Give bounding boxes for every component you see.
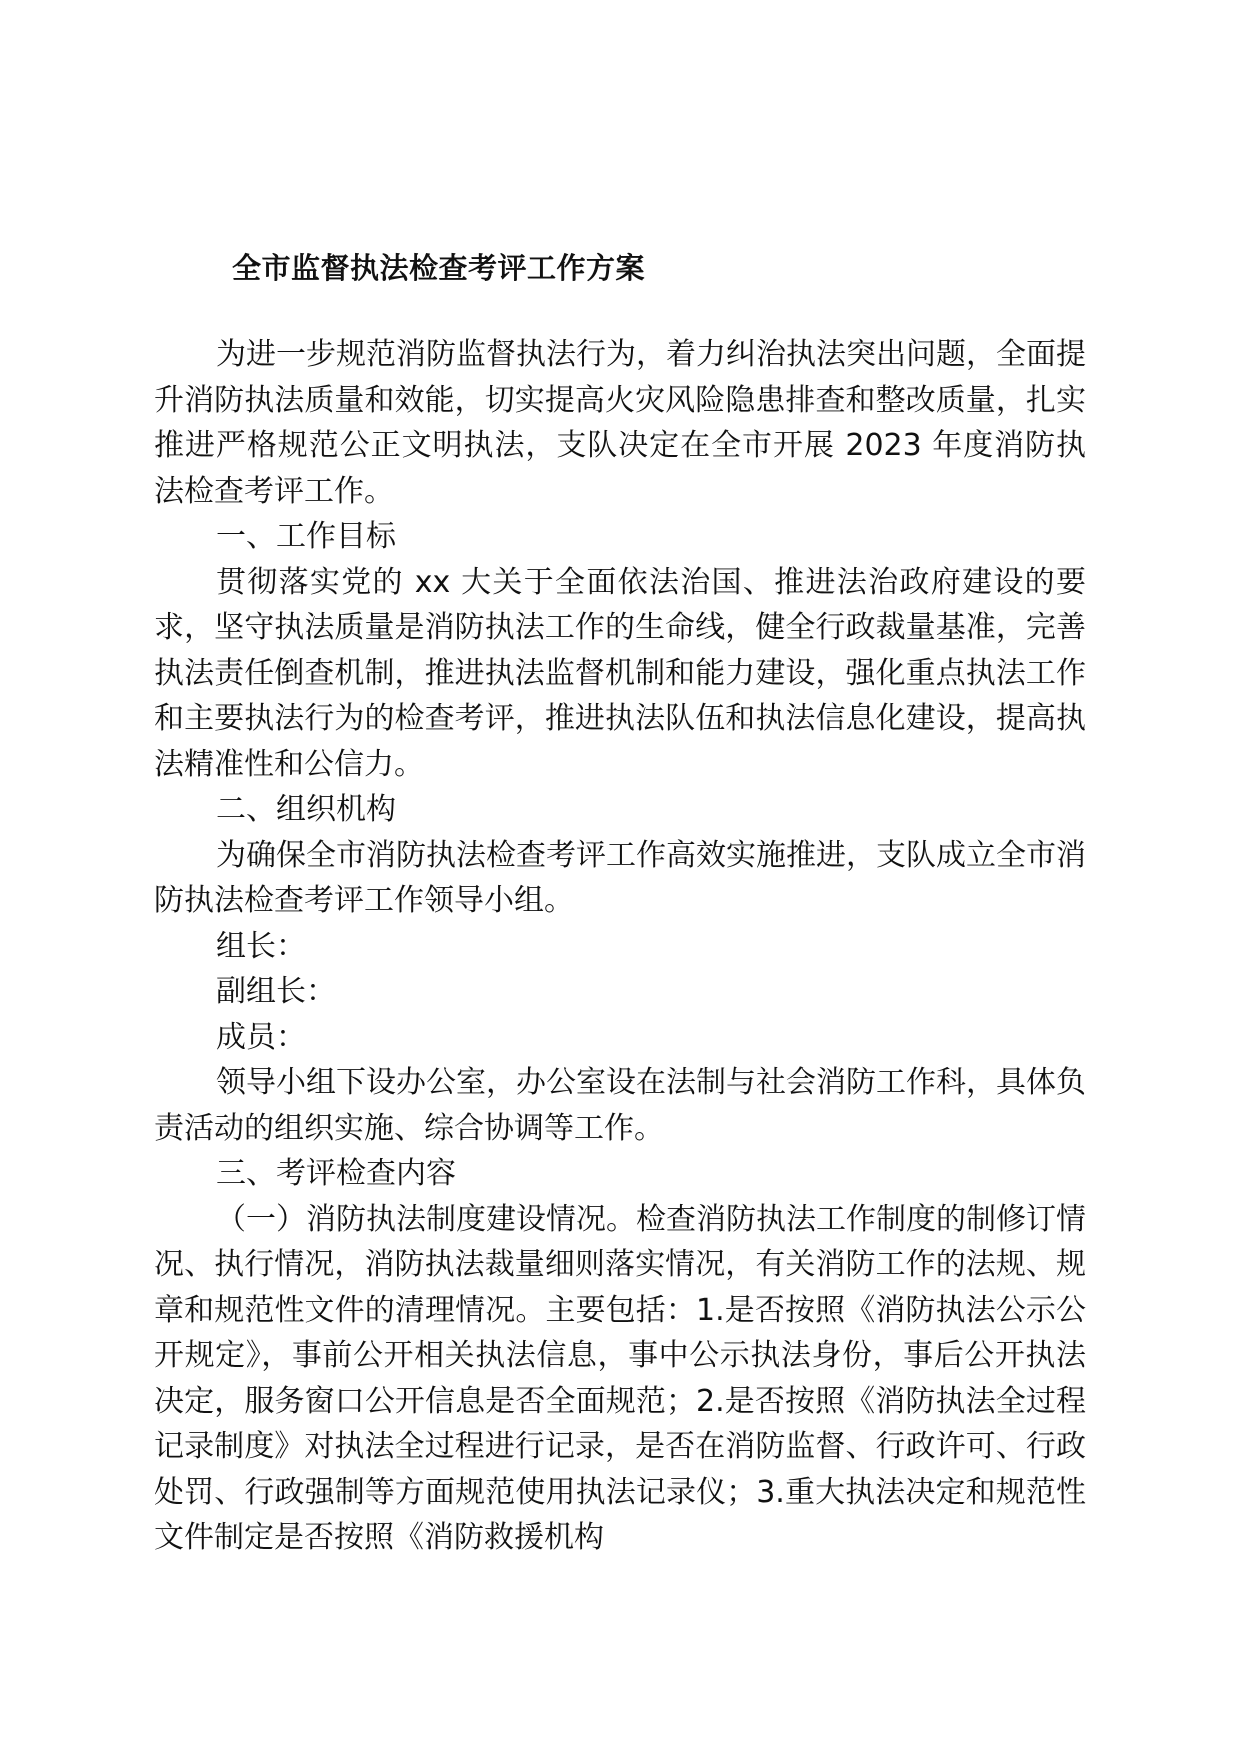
roster-members: 成员： [216, 1019, 306, 1055]
roster-leader: 组长： [216, 928, 306, 964]
content-paragraph-1: （一）消防执法制度建设情况。检查消防执法工作制度的制修订情况、执行情况，消防执法裁量细则落实情况，有关消防工作的法规、规章和规范性文件的清理情况。主要包括：1.是否按照《消防执法公示公开规定》，事前公开相关执法信息，事中公示执法身份，事后公开执法决定，服务窗口公开信息是否全面规范；2.是否按照《消防执法全过程记录制度》对执法全过程进行记录，是否在消防监督、行政许可、行政处罚、行政强制等方面规范使用执法记录仪；3.重大执法决定和规范性文件制定是否按照《消防救援机构 [154, 1201, 1086, 1555]
roster-deputy-leader: 副组长： [216, 974, 336, 1009]
document-title: 全市监督执法检查考评工作方案 [232, 251, 646, 285]
intro-paragraph: 为进一步规范消防监督执法行为，着力纠治执法突出问题，全面提升消防执法质量和效能，切实提高火灾风险隐患排查和整改质量，扎实推进严格规范公正文明执法，支队决定在全市开展 2023 年度消防执法检查考评工作。 [154, 337, 1086, 509]
section-heading-organization: 二、组织机构 [216, 792, 396, 827]
organization-paragraph: 为确保全市消防执法检查考评工作高效实施推进，支队成立全市消防执法检查考评工作领导小组。 [154, 837, 1086, 918]
goals-paragraph: 贯彻落实党的 xx 大关于全面依法治国、推进法治政府建设的要求，坚守执法质量是消防执法工作的生命线，健全行政裁量基准，完善执法责任倒查机制，推进执法监督机制和能力建设，强化重点执法工作和主要执法行为的检查考评，推进执法队伍和执法信息化建设，提高执法精准性和公信力。 [154, 564, 1086, 782]
section-heading-content: 三、考评检查内容 [216, 1156, 456, 1191]
document-body [154, 332, 1086, 1561]
office-paragraph: 领导小组下设办公室，办公室设在法制与社会消防工作科，具体负责活动的组织实施、综合协调等工作。 [154, 1065, 1086, 1146]
section-heading-goals: 一、工作目标 [216, 519, 396, 554]
